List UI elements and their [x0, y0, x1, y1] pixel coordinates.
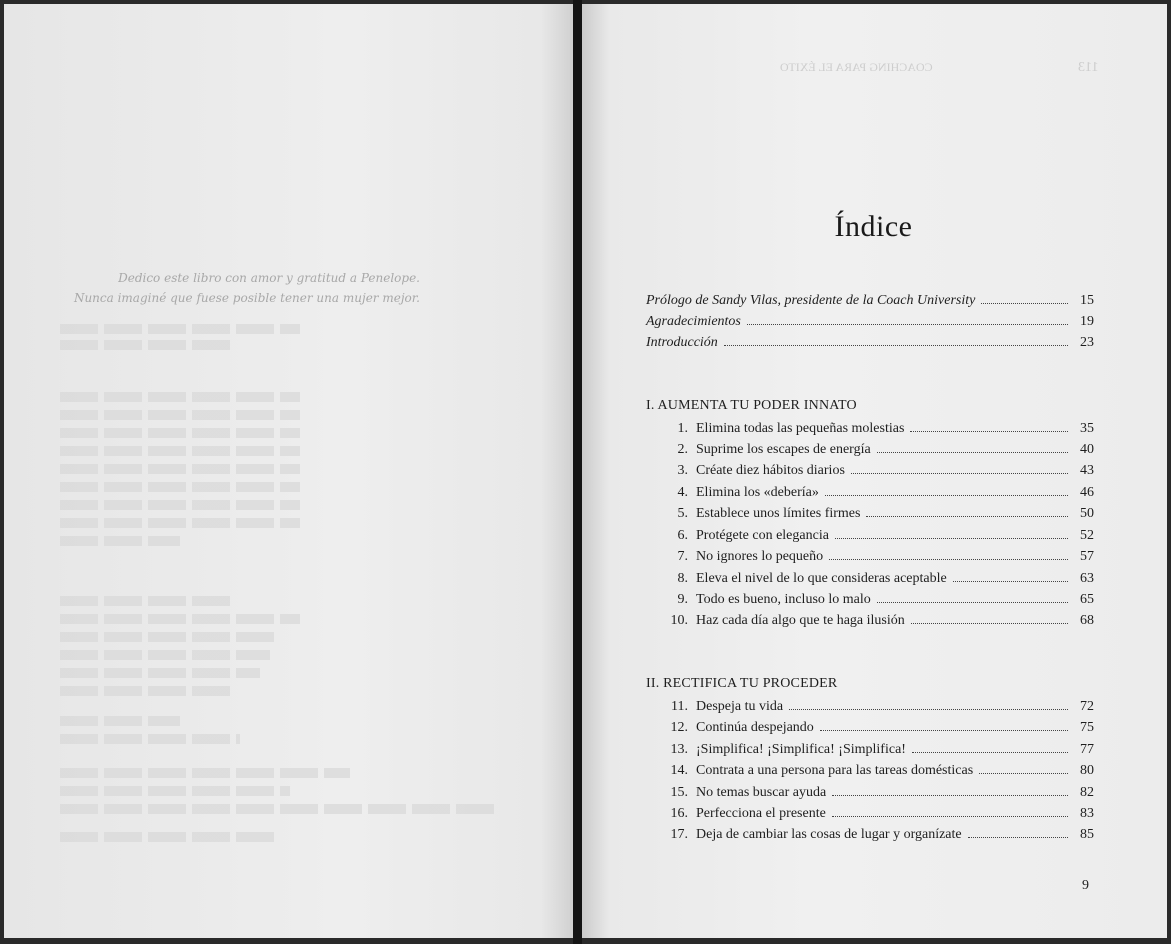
bleed-through-line — [60, 734, 240, 744]
bleed-through-line — [60, 686, 230, 696]
bleed-through-line — [60, 482, 300, 492]
bleed-through-line — [60, 832, 280, 842]
dot-leader — [981, 302, 1068, 304]
bleed-through-line — [60, 614, 300, 624]
bleed-through-line — [60, 518, 300, 528]
bleed-through-line — [60, 786, 290, 796]
dot-leader — [835, 537, 1068, 539]
dot-leader — [953, 580, 1068, 582]
toc-chapter: 2. Suprime los escapes de energía 40 — [677, 442, 1094, 457]
bleed-through-dedication: Dedico este libro con amor y gratitud a Penelope. Nunca imaginé que fuese posible tener una mujer mejor. — [73, 271, 420, 305]
toc-chapter: 14. Contrata a una persona para las tareas domésticas 80 — [670, 763, 1094, 778]
page-title: Índice — [834, 210, 913, 243]
dot-leader — [825, 494, 1068, 496]
toc-chapter: 10. Haz cada día algo que te haga ilusión 68 — [670, 613, 1094, 628]
dot-leader — [979, 772, 1068, 774]
bleed-through-line — [60, 716, 180, 726]
bleed-through-line — [60, 410, 300, 420]
toc-chapter: 9. Todo es bueno, incluso lo malo 65 — [677, 592, 1094, 607]
bleed-through-line — [60, 500, 300, 510]
toc-entry-introduction: Introducción 23 — [646, 335, 1094, 350]
bleed-through-line — [60, 804, 500, 814]
dot-leader — [912, 751, 1068, 753]
bleed-through-line — [60, 392, 300, 402]
dot-leader — [877, 451, 1068, 453]
toc-chapter: 13. ¡Simplifica! ¡Simplifica! ¡Simplifica! 77 — [670, 742, 1094, 757]
dot-leader — [877, 601, 1068, 603]
book-gutter — [573, 0, 582, 944]
bleed-through-line — [60, 668, 260, 678]
bleed-through-line — [60, 464, 300, 474]
toc-chapter: 6. Protégete con elegancia 52 — [677, 528, 1094, 543]
bleed-through-running-head: COACHING PARA EL ÉXITO — [780, 60, 933, 74]
bleed-through-line — [60, 768, 350, 778]
dot-leader — [724, 344, 1068, 346]
dot-leader — [820, 729, 1068, 731]
toc-chapter: 16. Perfecciona el presente 83 — [670, 806, 1094, 821]
bleed-through-line — [60, 632, 280, 642]
toc-chapter: 5. Establece unos límites firmes 50 — [677, 506, 1094, 521]
toc-chapter: 3. Créate diez hábitos diarios 43 — [677, 463, 1094, 478]
bleed-through-line — [60, 650, 270, 660]
toc-chapter: 12. Continúa despejando 75 — [670, 720, 1094, 735]
toc-entry-acknowledgements: Agradecimientos 19 — [646, 314, 1094, 329]
dot-leader — [789, 708, 1068, 710]
bleed-through-line — [60, 324, 300, 334]
dot-leader — [968, 836, 1068, 838]
dot-leader — [829, 558, 1068, 560]
bleed-through-line — [60, 536, 180, 546]
dot-leader — [910, 430, 1068, 432]
toc-chapter: 8. Eleva el nivel de lo que consideras aceptable 63 — [677, 571, 1094, 586]
toc-chapter: 7. No ignores lo pequeño 57 — [677, 549, 1094, 564]
dot-leader — [866, 515, 1068, 517]
page-number: 9 — [1082, 878, 1089, 893]
bleed-through-line — [60, 596, 230, 606]
section-heading: I. AUMENTA TU PODER INNATO — [646, 398, 857, 413]
section-heading: II. RECTIFICA TU PROCEDER — [646, 676, 838, 691]
bleed-through-folio: 113 — [1078, 60, 1099, 75]
bleed-through-line — [60, 428, 300, 438]
dot-leader — [851, 472, 1068, 474]
toc-chapter: 1. Elimina todas las pequeñas molestias 35 — [677, 421, 1094, 436]
toc-chapter: 17. Deja de cambiar las cosas de lugar y organízate 85 — [670, 827, 1094, 842]
toc-entry-prologue: Prólogo de Sandy Vilas, presidente de la Coach University 15 — [646, 293, 1094, 308]
dot-leader — [747, 323, 1068, 325]
dot-leader — [832, 794, 1068, 796]
dot-leader — [911, 622, 1068, 624]
bleed-through-line — [60, 446, 300, 456]
toc-chapter: 11. Despeja tu vida 72 — [671, 699, 1094, 714]
toc-chapter: 4. Elimina los «debería» 46 — [677, 485, 1094, 500]
dot-leader — [832, 815, 1068, 817]
bleed-through-line — [60, 340, 230, 350]
toc-chapter: 15. No temas buscar ayuda 82 — [670, 785, 1094, 800]
